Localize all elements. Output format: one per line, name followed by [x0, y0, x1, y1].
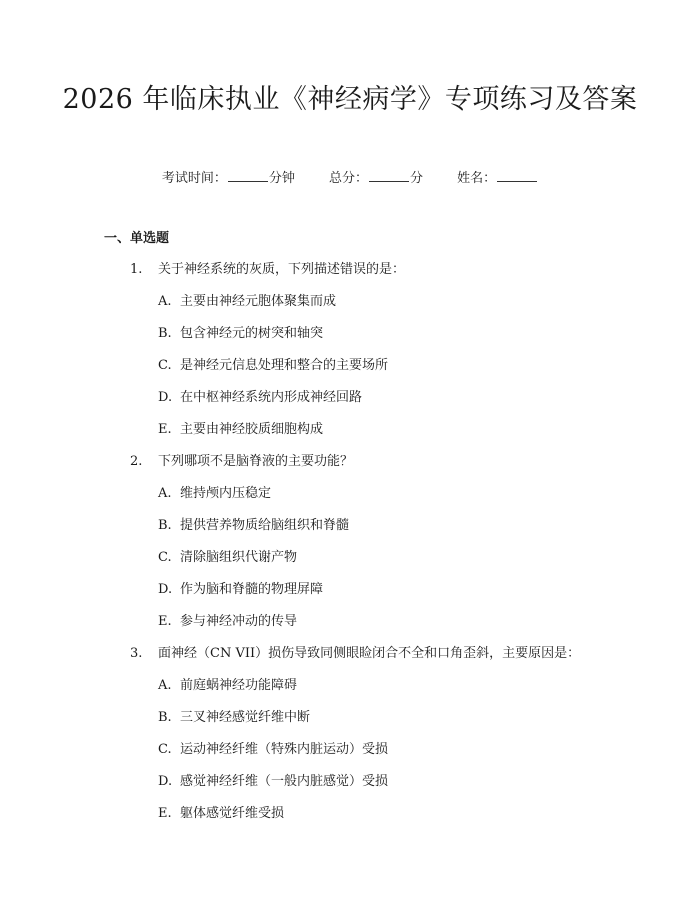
option-letter: A. — [158, 678, 172, 693]
option-1a — [0, 293, 700, 325]
name-label: 姓名： — [457, 171, 497, 186]
question-1 — [0, 261, 700, 293]
exam-info-row — [0, 169, 700, 188]
total-score-field — [329, 169, 423, 188]
option-2b — [0, 517, 700, 549]
option-2e — [0, 613, 700, 645]
option-text: 包含神经元的树突和轴突 — [180, 326, 324, 341]
exam-time-unit: 分钟 — [268, 171, 295, 186]
option-letter: E. — [158, 614, 172, 629]
option-text: 躯体感觉纤维受损 — [180, 806, 285, 821]
question-text: 面神经（CN VII）损伤导致同侧眼睑闭合不全和口角歪斜，主要原因是： — [158, 646, 581, 661]
option-letter: C. — [158, 550, 172, 565]
option-letter: E. — [158, 422, 172, 437]
option-1e — [0, 421, 700, 453]
option-3b — [0, 709, 700, 741]
option-text: 作为脑和脊髓的物理屏障 — [180, 582, 324, 597]
total-score-label: 总分： — [328, 171, 368, 186]
option-text: 维持颅内压稳定 — [180, 486, 272, 501]
option-text: 在中枢神经系统内形成神经回路 — [180, 390, 363, 405]
name-field — [457, 169, 538, 188]
question-number: 2. — [130, 454, 143, 469]
option-letter: A. — [158, 486, 172, 501]
option-text: 提供营养物质给脑组织和脊髓 — [180, 518, 350, 533]
total-score-blank — [369, 169, 409, 182]
option-letter: D. — [158, 774, 173, 789]
option-letter: E. — [158, 806, 172, 821]
question-3 — [0, 645, 700, 677]
question-2 — [0, 453, 700, 485]
option-text: 是神经元信息处理和整合的主要场所 — [180, 358, 389, 373]
option-1b — [0, 325, 700, 357]
option-text: 参与神经冲动的传导 — [180, 614, 298, 629]
option-text: 三叉神经感觉纤维中断 — [180, 710, 311, 725]
option-1c — [0, 357, 700, 389]
question-text: 下列哪项不是脑脊液的主要功能？ — [158, 454, 354, 469]
option-text: 感觉神经纤维（一般内脏感觉）受损 — [180, 774, 389, 789]
question-number: 3. — [130, 646, 143, 661]
option-text: 运动神经纤维（特殊内脏运动）受损 — [180, 742, 389, 757]
name-blank — [497, 169, 537, 182]
total-score-unit: 分 — [410, 171, 424, 186]
option-letter: C. — [158, 358, 172, 373]
question-number: 1. — [130, 262, 143, 277]
option-2a — [0, 485, 700, 517]
option-letter: B. — [158, 518, 172, 533]
option-letter: A. — [158, 294, 172, 309]
question-text: 关于神经系统的灰质，下列描述错误的是： — [158, 262, 406, 277]
option-letter: B. — [158, 326, 172, 341]
question-list — [0, 261, 700, 837]
exam-time-blank — [228, 169, 268, 182]
option-text: 前庭蜗神经功能障碍 — [180, 678, 298, 693]
option-1d — [0, 389, 700, 421]
option-2d — [0, 581, 700, 613]
exam-time-field — [162, 169, 295, 188]
option-letter: C. — [158, 742, 172, 757]
option-2c — [0, 549, 700, 581]
option-3a — [0, 677, 700, 709]
option-3e — [0, 805, 700, 837]
option-text: 主要由神经胶质细胞构成 — [180, 422, 324, 437]
option-3d — [0, 773, 700, 805]
option-3c — [0, 741, 700, 773]
exam-time-label: 考试时间： — [161, 171, 227, 186]
section-heading: 一、单选题 — [104, 231, 170, 246]
option-letter: B. — [158, 710, 172, 725]
option-text: 清除脑组织代谢产物 — [180, 550, 298, 565]
option-text: 主要由神经元胞体聚集而成 — [180, 294, 337, 309]
option-letter: D. — [158, 390, 173, 405]
document-title: 2026 年临床执业《神经病学》专项练习及答案 — [62, 84, 638, 115]
option-letter: D. — [158, 582, 173, 597]
